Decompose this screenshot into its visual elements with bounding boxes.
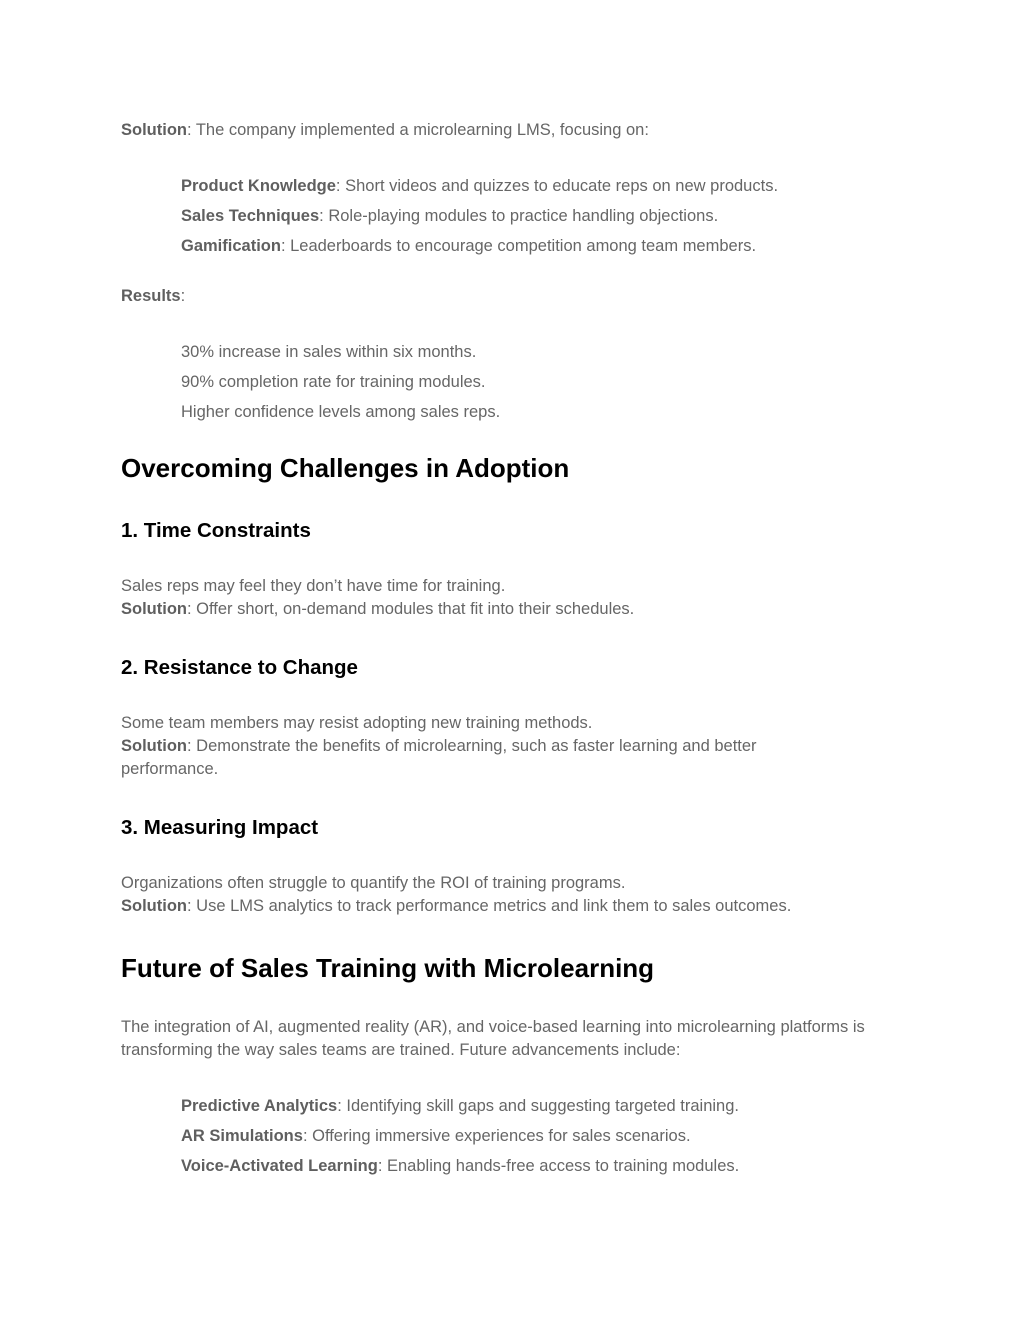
challenge-problem: Some team members may resist adopting new training methods. (121, 714, 593, 732)
challenge-title: 1. Time Constraints (121, 519, 311, 542)
future-list (121, 1091, 971, 1181)
list-item (181, 171, 971, 201)
challenge-problem: Organizations often struggle to quantify the ROI of training programs. (121, 874, 626, 892)
solution-text: : Offer short, on-demand modules that fit into their schedules. (186, 600, 635, 618)
list-item (181, 1121, 971, 1151)
item-label: Product Knowledge (181, 177, 336, 195)
results-list (121, 337, 971, 427)
solution-label: Solution (121, 600, 187, 618)
results-label: Results (121, 287, 181, 305)
list-item (181, 231, 971, 261)
item-label: Gamification (181, 237, 281, 255)
challenge-title: 3. Measuring Impact (121, 816, 319, 839)
item-text: : Short videos and quizzes to educate reps on new products. (335, 177, 779, 195)
list-item (181, 1091, 971, 1121)
item-text: : Leaderboards to encourage competition among team members. (280, 237, 757, 255)
results-heading (121, 285, 911, 308)
item-label: Predictive Analytics (181, 1097, 338, 1115)
case-study-solution (121, 119, 911, 142)
solution-text: : Demonstrate the benefits of microlearning, such as faster learning and better performance. (121, 737, 757, 778)
item-text: : Offering immersive experiences for sales scenarios. (302, 1127, 691, 1145)
list-item: 30% increase in sales within six months. (181, 343, 477, 361)
list-item (181, 1151, 971, 1181)
challenge-solution (121, 895, 911, 918)
item-text: : Enabling hands-free access to training modules. (377, 1157, 740, 1175)
item-text: : Identifying skill gaps and suggesting targeted training. (337, 1097, 739, 1115)
solution-label: Solution (121, 121, 187, 139)
solution-label: Solution (121, 897, 187, 915)
results-suffix: : (180, 287, 186, 305)
section-heading-future: Future of Sales Training with Microlearning (121, 953, 655, 983)
challenge-solution (121, 735, 821, 781)
focus-list (121, 171, 971, 261)
solution-text: : The company implemented a microlearning LMS, focusing on: (186, 121, 649, 139)
challenge-problem: Sales reps may feel they don’t have time for training. (121, 577, 506, 595)
list-item (181, 201, 971, 231)
section-heading-challenges: Overcoming Challenges in Adoption (121, 453, 570, 483)
item-text: : Role-playing modules to practice handling objections. (319, 207, 719, 225)
challenge-title: 2. Resistance to Change (121, 656, 358, 679)
list-item: Higher confidence levels among sales reps. (181, 403, 501, 421)
solution-label: Solution (121, 737, 187, 755)
item-label: Voice-Activated Learning (181, 1157, 378, 1175)
item-label: Sales Techniques (181, 207, 320, 225)
future-intro: The integration of AI, augmented reality (AR), and voice-based learning into microlearning platforms is transforming the way sales teams are trained. Future advancements include: (121, 1018, 865, 1059)
challenge-solution (121, 598, 911, 621)
item-label: AR Simulations (181, 1127, 303, 1145)
solution-text: : Use LMS analytics to track performance metrics and link them to sales outcomes. (186, 897, 792, 915)
list-item: 90% completion rate for training modules. (181, 373, 486, 391)
